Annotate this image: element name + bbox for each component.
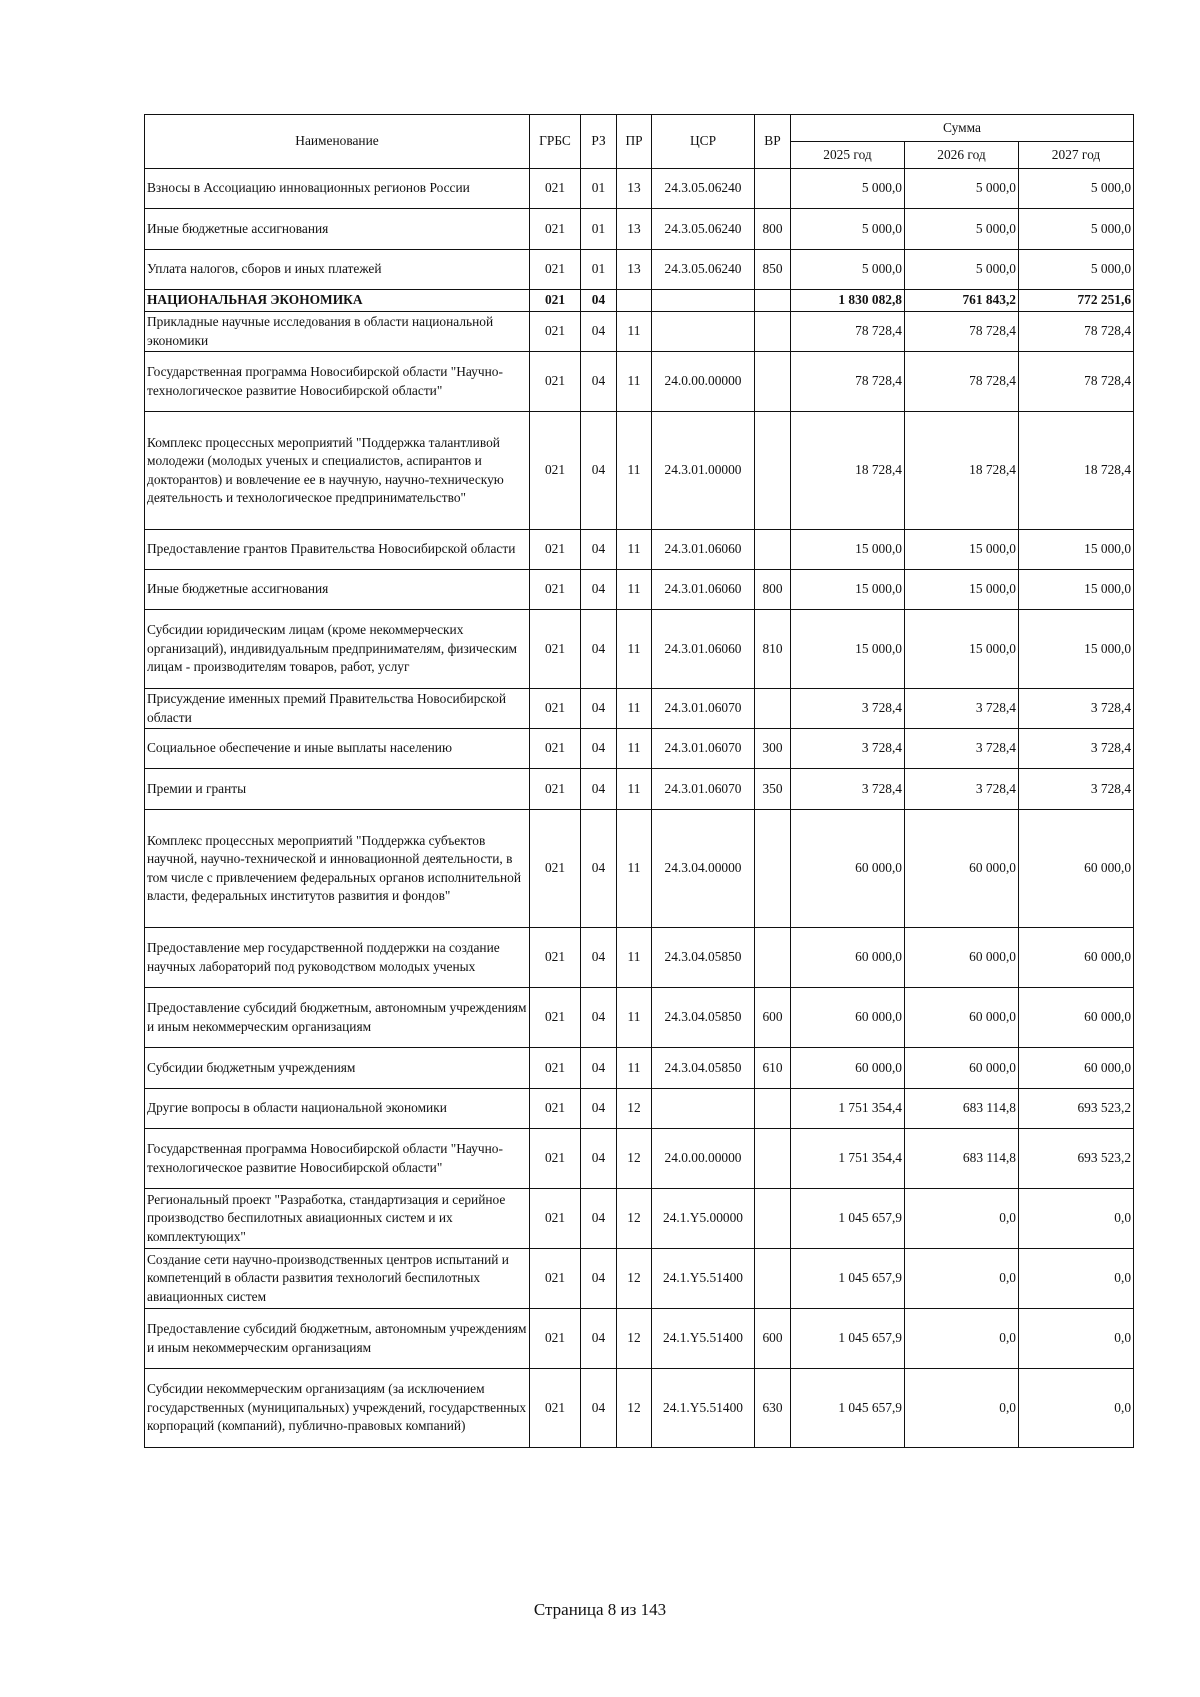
table-row [145, 769, 1134, 810]
row-pr [617, 290, 652, 312]
row-name: Премии и гранты [145, 769, 530, 810]
row-sum-2025: 1 045 657,9 [791, 1309, 905, 1369]
header-vr: ВР [755, 115, 791, 169]
row-sum-2026: 0,0 [905, 1369, 1019, 1448]
header-name: Наименование [145, 115, 530, 169]
row-csr: 24.3.01.06070 [652, 729, 755, 769]
row-grbs: 021 [530, 769, 581, 810]
row-name: Государственная программа Новосибирской области "Научно-технологическое развитие Новосибирской области" [145, 352, 530, 412]
row-name: Предоставление мер государственной поддержки на создание научных лабораторий под руководством молодых ученых [145, 928, 530, 988]
row-vr: 600 [755, 988, 791, 1048]
row-sum-2026: 60 000,0 [905, 988, 1019, 1048]
row-pr: 11 [617, 729, 652, 769]
row-rz: 04 [581, 810, 617, 928]
table-row [145, 1309, 1134, 1369]
row-sum-2025: 60 000,0 [791, 988, 905, 1048]
row-csr: 24.3.05.06240 [652, 169, 755, 209]
row-rz: 04 [581, 1249, 617, 1309]
row-grbs: 021 [530, 530, 581, 570]
row-sum-2027: 3 728,4 [1019, 769, 1134, 810]
row-pr: 12 [617, 1369, 652, 1448]
row-sum-2026: 683 114,8 [905, 1089, 1019, 1129]
row-grbs: 021 [530, 1129, 581, 1189]
row-grbs: 021 [530, 1048, 581, 1089]
row-csr: 24.3.01.06060 [652, 610, 755, 689]
row-rz: 04 [581, 1129, 617, 1189]
row-csr: 24.3.04.05850 [652, 1048, 755, 1089]
row-sum-2027: 15 000,0 [1019, 530, 1134, 570]
row-vr [755, 1249, 791, 1309]
table-row [145, 1048, 1134, 1089]
row-vr [755, 412, 791, 530]
row-vr [755, 530, 791, 570]
table-row [145, 928, 1134, 988]
row-sum-2026: 18 728,4 [905, 412, 1019, 530]
row-sum-2026: 60 000,0 [905, 928, 1019, 988]
row-pr: 11 [617, 1048, 652, 1089]
row-rz: 04 [581, 412, 617, 530]
row-sum-2026: 60 000,0 [905, 1048, 1019, 1089]
row-grbs: 021 [530, 1089, 581, 1129]
row-name: Государственная программа Новосибирской области "Научно-технологическое развитие Новосибирской области" [145, 1129, 530, 1189]
row-csr: 24.3.05.06240 [652, 209, 755, 250]
row-sum-2025: 3 728,4 [791, 689, 905, 729]
row-sum-2027: 78 728,4 [1019, 312, 1134, 352]
row-rz: 04 [581, 1189, 617, 1249]
table-row [145, 1089, 1134, 1129]
row-sum-2027: 60 000,0 [1019, 988, 1134, 1048]
row-csr: 24.3.04.05850 [652, 988, 755, 1048]
row-sum-2027: 18 728,4 [1019, 412, 1134, 530]
page-number: Страница 8 из 143 [533, 1600, 667, 1619]
row-name: Региональный проект "Разработка, стандартизация и серийное производство беспилотных авиационных систем и их комплектующих" [145, 1189, 530, 1249]
row-sum-2027: 60 000,0 [1019, 810, 1134, 928]
row-sum-2027: 3 728,4 [1019, 689, 1134, 729]
row-grbs: 021 [530, 1249, 581, 1309]
table-row [145, 610, 1134, 689]
row-name: Комплекс процессных мероприятий "Поддержка талантливой молодежи (молодых ученых и специалистов, аспирантов и докторантов) и вовлечение ее в научную, научно-техническую деятельность и технологическое предпринимательство" [145, 412, 530, 530]
header-year-2025: 2025 год [791, 142, 905, 169]
row-pr: 11 [617, 530, 652, 570]
row-grbs: 021 [530, 928, 581, 988]
row-pr: 11 [617, 810, 652, 928]
row-csr: 24.3.01.06070 [652, 769, 755, 810]
row-grbs: 021 [530, 352, 581, 412]
table-row [145, 209, 1134, 250]
row-grbs: 021 [530, 988, 581, 1048]
row-sum-2026: 0,0 [905, 1249, 1019, 1309]
row-sum-2025: 1 751 354,4 [791, 1089, 905, 1129]
table-row [145, 1189, 1134, 1249]
row-pr: 11 [617, 570, 652, 610]
table-row [145, 530, 1134, 570]
row-name: Предоставление субсидий бюджетным, автономным учреждениям и иным некоммерческим организациям [145, 1309, 530, 1369]
row-vr [755, 810, 791, 928]
row-vr [755, 169, 791, 209]
row-pr: 13 [617, 209, 652, 250]
row-rz: 04 [581, 610, 617, 689]
budget-table [144, 114, 1134, 1448]
row-csr [652, 1089, 755, 1129]
row-rz: 01 [581, 169, 617, 209]
row-rz: 04 [581, 312, 617, 352]
row-pr: 11 [617, 769, 652, 810]
header-pr: ПР [617, 115, 652, 169]
row-grbs: 021 [530, 209, 581, 250]
row-sum-2027: 60 000,0 [1019, 928, 1134, 988]
row-name: Комплекс процессных мероприятий "Поддержка субъектов научной, научно-технической и инновационной деятельности, в том числе с привлечением федеральных органов исполнительной власти, федеральных институтов развития и фондов" [145, 810, 530, 928]
table-row [145, 1369, 1134, 1448]
row-vr [755, 1129, 791, 1189]
row-sum-2026: 3 728,4 [905, 729, 1019, 769]
row-vr [755, 1189, 791, 1249]
row-grbs: 021 [530, 729, 581, 769]
row-pr: 12 [617, 1309, 652, 1369]
row-sum-2026: 683 114,8 [905, 1129, 1019, 1189]
row-sum-2025: 15 000,0 [791, 530, 905, 570]
row-csr: 24.1.Y5.51400 [652, 1369, 755, 1448]
row-csr: 24.1.Y5.51400 [652, 1249, 755, 1309]
row-vr [755, 290, 791, 312]
row-vr: 350 [755, 769, 791, 810]
row-sum-2026: 5 000,0 [905, 169, 1019, 209]
row-vr: 810 [755, 610, 791, 689]
row-sum-2026: 78 728,4 [905, 352, 1019, 412]
row-csr: 24.3.04.00000 [652, 810, 755, 928]
row-sum-2025: 78 728,4 [791, 352, 905, 412]
row-sum-2025: 1 045 657,9 [791, 1189, 905, 1249]
row-name: Присуждение именных премий Правительства Новосибирской области [145, 689, 530, 729]
row-csr: 24.3.01.06060 [652, 530, 755, 570]
row-rz: 01 [581, 209, 617, 250]
row-sum-2025: 60 000,0 [791, 928, 905, 988]
row-sum-2026: 761 843,2 [905, 290, 1019, 312]
row-vr: 300 [755, 729, 791, 769]
table-row [145, 250, 1134, 290]
row-grbs: 021 [530, 689, 581, 729]
row-sum-2027: 0,0 [1019, 1369, 1134, 1448]
row-rz: 04 [581, 290, 617, 312]
row-grbs: 021 [530, 312, 581, 352]
row-sum-2025: 1 045 657,9 [791, 1369, 905, 1448]
row-sum-2026: 0,0 [905, 1309, 1019, 1369]
row-csr: 24.3.05.06240 [652, 250, 755, 290]
row-sum-2025: 5 000,0 [791, 169, 905, 209]
table-row [145, 290, 1134, 312]
table-row [145, 570, 1134, 610]
row-pr: 12 [617, 1089, 652, 1129]
table-row [145, 1249, 1134, 1309]
row-rz: 04 [581, 769, 617, 810]
row-rz: 04 [581, 1089, 617, 1129]
row-pr: 11 [617, 689, 652, 729]
row-name: Предоставление грантов Правительства Новосибирской области [145, 530, 530, 570]
row-sum-2026: 15 000,0 [905, 570, 1019, 610]
row-sum-2027: 693 523,2 [1019, 1089, 1134, 1129]
row-name: Субсидии юридическим лицам (кроме некоммерческих организаций), индивидуальным предпринимателям, физическим лицам - производителям товаров, работ, услуг [145, 610, 530, 689]
row-name: Предоставление субсидий бюджетным, автономным учреждениям и иным некоммерческим организациям [145, 988, 530, 1048]
row-sum-2025: 60 000,0 [791, 1048, 905, 1089]
header-grbs: ГРБС [530, 115, 581, 169]
row-rz: 04 [581, 352, 617, 412]
table-row [145, 729, 1134, 769]
row-vr: 610 [755, 1048, 791, 1089]
row-csr [652, 312, 755, 352]
row-rz: 04 [581, 988, 617, 1048]
row-grbs: 021 [530, 570, 581, 610]
row-vr [755, 312, 791, 352]
row-csr [652, 290, 755, 312]
row-vr [755, 689, 791, 729]
table-body [145, 169, 1134, 1448]
row-sum-2025: 1 751 354,4 [791, 1129, 905, 1189]
row-sum-2026: 5 000,0 [905, 209, 1019, 250]
row-rz: 01 [581, 250, 617, 290]
row-name: Другие вопросы в области национальной экономики [145, 1089, 530, 1129]
row-sum-2026: 60 000,0 [905, 810, 1019, 928]
table-header [145, 115, 1134, 169]
row-csr: 24.3.04.05850 [652, 928, 755, 988]
row-sum-2027: 60 000,0 [1019, 1048, 1134, 1089]
row-sum-2026: 15 000,0 [905, 530, 1019, 570]
row-rz: 04 [581, 1309, 617, 1369]
row-name: НАЦИОНАЛЬНАЯ ЭКОНОМИКА [145, 290, 530, 312]
row-rz: 04 [581, 689, 617, 729]
row-rz: 04 [581, 530, 617, 570]
row-vr [755, 352, 791, 412]
header-csr: ЦСР [652, 115, 755, 169]
row-grbs: 021 [530, 169, 581, 209]
table-row [145, 312, 1134, 352]
row-pr: 13 [617, 250, 652, 290]
table-row [145, 689, 1134, 729]
row-pr: 11 [617, 352, 652, 412]
row-name: Уплата налогов, сборов и иных платежей [145, 250, 530, 290]
table-row [145, 352, 1134, 412]
row-vr: 800 [755, 209, 791, 250]
row-rz: 04 [581, 570, 617, 610]
row-rz: 04 [581, 928, 617, 988]
row-name: Взносы в Ассоциацию инновационных регионов России [145, 169, 530, 209]
row-sum-2026: 3 728,4 [905, 769, 1019, 810]
header-rz: РЗ [581, 115, 617, 169]
row-sum-2027: 0,0 [1019, 1189, 1134, 1249]
row-sum-2026: 3 728,4 [905, 689, 1019, 729]
row-sum-2027: 0,0 [1019, 1249, 1134, 1309]
row-sum-2027: 0,0 [1019, 1309, 1134, 1369]
row-vr [755, 1089, 791, 1129]
table-row [145, 988, 1134, 1048]
row-sum-2025: 3 728,4 [791, 769, 905, 810]
row-name: Субсидии некоммерческим организациям (за исключением государственных (муниципальных) учреждений, государственных корпораций (компаний), публично-правовых компаний) [145, 1369, 530, 1448]
row-sum-2026: 5 000,0 [905, 250, 1019, 290]
row-sum-2026: 15 000,0 [905, 610, 1019, 689]
row-csr: 24.3.01.00000 [652, 412, 755, 530]
row-sum-2025: 5 000,0 [791, 250, 905, 290]
row-name: Социальное обеспечение и иные выплаты населению [145, 729, 530, 769]
row-pr: 12 [617, 1129, 652, 1189]
row-csr: 24.0.00.00000 [652, 352, 755, 412]
row-sum-2025: 5 000,0 [791, 209, 905, 250]
table-row [145, 1129, 1134, 1189]
row-sum-2025: 15 000,0 [791, 570, 905, 610]
row-name: Создание сети научно-производственных центров испытаний и компетенций в области развития технологий беспилотных авиационных систем [145, 1249, 530, 1309]
row-name: Прикладные научные исследования в области национальной экономики [145, 312, 530, 352]
row-sum-2025: 3 728,4 [791, 729, 905, 769]
row-pr: 11 [617, 610, 652, 689]
row-name: Иные бюджетные ассигнования [145, 209, 530, 250]
row-sum-2026: 78 728,4 [905, 312, 1019, 352]
row-name: Субсидии бюджетным учреждениям [145, 1048, 530, 1089]
row-grbs: 021 [530, 1309, 581, 1369]
row-sum-2027: 3 728,4 [1019, 729, 1134, 769]
row-pr: 11 [617, 988, 652, 1048]
table-row [145, 169, 1134, 209]
row-name: Иные бюджетные ассигнования [145, 570, 530, 610]
row-rz: 04 [581, 1048, 617, 1089]
row-vr: 850 [755, 250, 791, 290]
row-vr [755, 928, 791, 988]
row-sum-2027: 15 000,0 [1019, 570, 1134, 610]
row-grbs: 021 [530, 290, 581, 312]
row-sum-2025: 15 000,0 [791, 610, 905, 689]
row-sum-2026: 0,0 [905, 1189, 1019, 1249]
row-sum-2027: 693 523,2 [1019, 1129, 1134, 1189]
row-sum-2027: 772 251,6 [1019, 290, 1134, 312]
row-sum-2025: 78 728,4 [791, 312, 905, 352]
row-sum-2025: 1 045 657,9 [791, 1249, 905, 1309]
row-vr: 630 [755, 1369, 791, 1448]
row-pr: 11 [617, 312, 652, 352]
row-vr: 600 [755, 1309, 791, 1369]
row-pr: 11 [617, 412, 652, 530]
row-sum-2027: 5 000,0 [1019, 209, 1134, 250]
row-grbs: 021 [530, 610, 581, 689]
row-grbs: 021 [530, 412, 581, 530]
row-csr: 24.0.00.00000 [652, 1129, 755, 1189]
row-sum-2025: 18 728,4 [791, 412, 905, 530]
row-pr: 11 [617, 928, 652, 988]
row-rz: 04 [581, 1369, 617, 1448]
table-row [145, 412, 1134, 530]
row-sum-2025: 60 000,0 [791, 810, 905, 928]
row-vr: 800 [755, 570, 791, 610]
row-csr: 24.3.01.06060 [652, 570, 755, 610]
row-csr: 24.3.01.06070 [652, 689, 755, 729]
row-grbs: 021 [530, 1369, 581, 1448]
row-sum-2027: 5 000,0 [1019, 169, 1134, 209]
row-csr: 24.1.Y5.00000 [652, 1189, 755, 1249]
header-sum: Сумма [791, 115, 1134, 142]
row-sum-2027: 15 000,0 [1019, 610, 1134, 689]
header-year-2027: 2027 год [1019, 142, 1134, 169]
table-row [145, 810, 1134, 928]
row-grbs: 021 [530, 250, 581, 290]
row-pr: 12 [617, 1249, 652, 1309]
row-csr: 24.1.Y5.51400 [652, 1309, 755, 1369]
row-sum-2027: 78 728,4 [1019, 352, 1134, 412]
header-year-2026: 2026 год [905, 142, 1019, 169]
row-sum-2027: 5 000,0 [1019, 250, 1134, 290]
row-sum-2025: 1 830 082,8 [791, 290, 905, 312]
row-grbs: 021 [530, 810, 581, 928]
row-rz: 04 [581, 729, 617, 769]
row-grbs: 021 [530, 1189, 581, 1249]
row-pr: 13 [617, 169, 652, 209]
row-pr: 12 [617, 1189, 652, 1249]
